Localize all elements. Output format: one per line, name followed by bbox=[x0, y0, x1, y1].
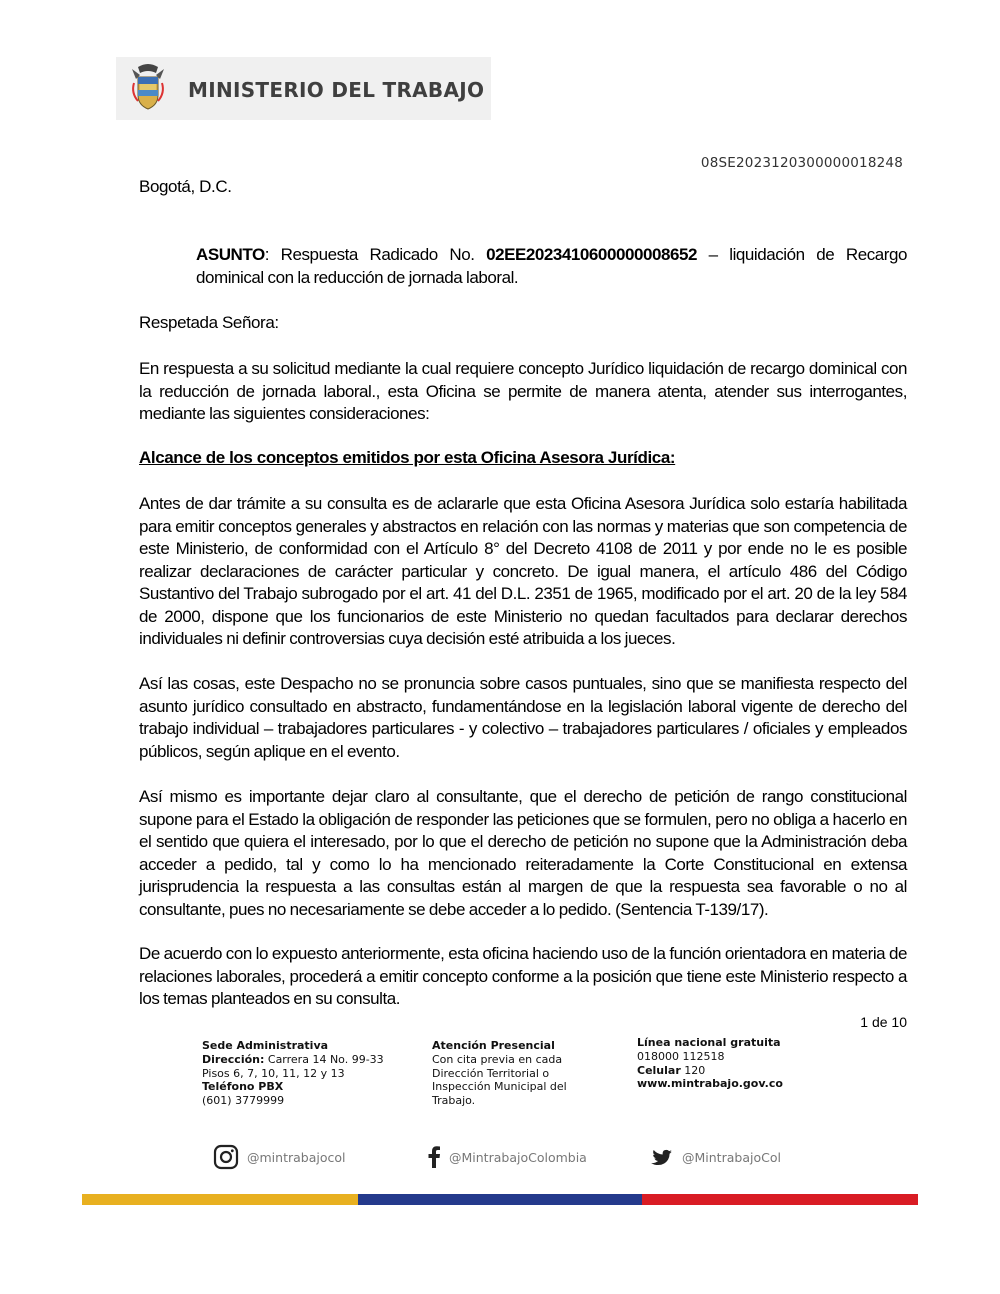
footer-bar-blue bbox=[358, 1194, 642, 1205]
instagram-link[interactable] bbox=[213, 1142, 345, 1172]
facebook-handle: @MintrabajoColombia bbox=[449, 1149, 587, 1165]
atencion-title: Atención Presencial bbox=[432, 1039, 555, 1052]
asunto-block bbox=[196, 244, 907, 289]
pisos: Pisos 6, 7, 10, 11, 12 y 13 bbox=[202, 1066, 345, 1080]
twitter-link[interactable] bbox=[650, 1142, 781, 1172]
website-link[interactable]: www.mintrabajo.gov.co bbox=[637, 1077, 783, 1091]
paragraph-4: Así mismo es importante dejar claro al consultante, que el derecho de petición de rango constitucional supone para el Estado la obligación de responder las peticiones que se formulen, pero no obliga a hacerlo en el sentido que quiera el interesado, por lo que el derecho de petición no supone que la Administración deba acceder a pedido, tal y como lo ha mencionado reiteradamente la Corte Constitucional en extensa jurisprudencia la respuesta a las consultas están al margen de que la respuesta sea favorable o no al consultante, pues no necesariamente se debe acceder a lo pedido. (Sentencia T-139/17). bbox=[139, 787, 907, 919]
facebook-link[interactable] bbox=[427, 1142, 587, 1172]
footer-bar-red bbox=[642, 1194, 918, 1205]
linea-title: Línea nacional gratuita bbox=[637, 1036, 781, 1049]
salutation: Respetada Señora: bbox=[139, 313, 279, 332]
paragraph-2: Antes de dar trámite a su consulta es de aclararle que esta Oficina Asesora Jurídica solo estaría habilitada para emitir conceptos generales y abstractos en relación con las normas y materias que son competencia de este Ministerio, de conformidad con el Artículo 8° del Decreto 4108 de 2011 y por ende no le es posible realizar declaraciones de carácter particular y concreto. De igual manera, el artículo 486 del Código Sustantivo del Trabajo subrogado por el art. 41 del D.L. 2351 de 1965, modificado por el art. 20 de la ley 584 de 2000, dispone que los funcionarios de este Ministerio no quedan facultados para declarar derechos individuales ni definir controversias cuya decisión esté atribuida a los jueces. bbox=[139, 494, 907, 648]
asunto-number: 02EE2023410600000008652 bbox=[486, 245, 697, 264]
asunto-label: ASUNTO bbox=[196, 245, 265, 264]
paragraph-1: En respuesta a su solicitud mediante la cual requiere concepto Jurídico liquidación de recargo dominical con la reducción de jornada laboral., esta Oficina se permite de manera atenta, atender sus interrogantes, mediante las siguientes consideraciones: bbox=[139, 359, 907, 423]
atencion-line-2: Dirección Territorial o bbox=[432, 1066, 550, 1080]
instagram-handle: @mintrabajocol bbox=[247, 1149, 346, 1165]
celular-label: Celular bbox=[637, 1063, 681, 1077]
coat-of-arms-icon bbox=[128, 63, 168, 113]
atencion-line-1: Con cita previa en cada bbox=[432, 1052, 563, 1066]
twitter-icon bbox=[650, 1147, 674, 1167]
footer-sede-column bbox=[202, 1039, 422, 1108]
atencion-line-4: Trabajo. bbox=[432, 1094, 476, 1108]
letter-place: Bogotá, D.C. bbox=[139, 177, 232, 196]
linea-value: 018000 112518 bbox=[637, 1049, 725, 1063]
direccion-value: Carrera 14 No. 99-33 bbox=[264, 1052, 384, 1066]
sede-title: Sede Administrativa bbox=[202, 1039, 329, 1052]
footer-atencion-column bbox=[432, 1039, 612, 1108]
instagram-icon bbox=[213, 1144, 239, 1170]
footer-contact-column bbox=[637, 1036, 837, 1091]
radicado-number: 08SE2023120300000018248 bbox=[700, 155, 903, 171]
atencion-line-3: Inspección Municipal del bbox=[432, 1080, 567, 1094]
twitter-handle: @MintrabajoCol bbox=[682, 1149, 781, 1165]
celular-value: 120 bbox=[680, 1063, 706, 1077]
footer-bar-yellow bbox=[82, 1194, 358, 1205]
paragraph-5: De acuerdo con lo expuesto anteriormente, esta oficina haciendo uso de la función orientadora en materia de relaciones laborales, procederá a emitir concepto conforme a la posición que tiene este Ministerio respecto a los temas planteados en su consulta. bbox=[139, 944, 907, 1008]
section-heading: Alcance de los conceptos emitidos por esta Oficina Asesora Jurídica: bbox=[139, 448, 676, 467]
paragraph-3: Así las cosas, este Despacho no se pronuncia sobre casos puntuales, sino que se manifiesta respecto del asunto jurídico consultado en abstracto, fundamentándose en la legislación laboral vigente de derecho del trabajo individual – trabajadores particulares - y colectivo – trabajadores particulares / oficiales y empleados públicos, según aplique en el evento. bbox=[139, 674, 907, 761]
telefono-value: (601) 3779999 bbox=[202, 1094, 285, 1108]
asunto-pre: : Respuesta Radicado No. bbox=[264, 245, 487, 264]
direccion-label: Dirección: bbox=[202, 1052, 265, 1066]
page-number: 1 de 10 bbox=[860, 1014, 907, 1030]
facebook-icon bbox=[427, 1146, 441, 1168]
ministry-name: MINISTERIO DEL TRABAJO bbox=[188, 78, 485, 102]
asunto-post: – liquidación de Recargo dominical con la reducción de jornada laboral. bbox=[196, 245, 907, 287]
telefono-label: Teléfono PBX bbox=[202, 1080, 284, 1094]
